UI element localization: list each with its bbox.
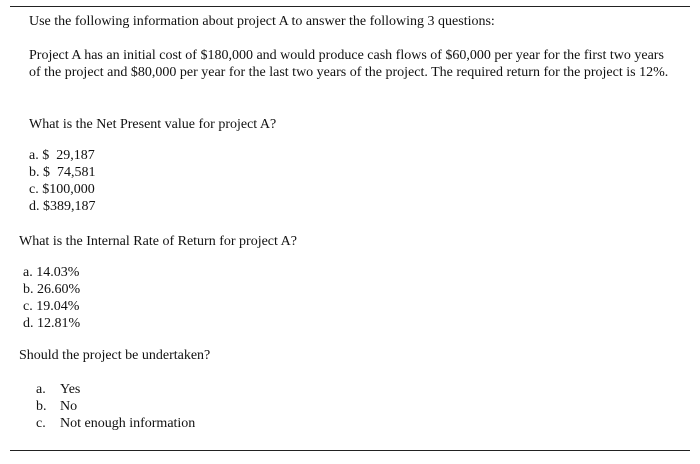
- option-irr-c[interactable]: [23, 298, 80, 315]
- option-letter: a.: [36, 382, 46, 397]
- instructions-text: Use the following information about project A to answer the following 3 questions:: [29, 14, 495, 29]
- option-text: $100,000: [42, 182, 95, 197]
- option-undertake-b[interactable]: [36, 398, 195, 415]
- option-npv-d[interactable]: [29, 198, 96, 215]
- question-undertake: Should the project be undertaken?: [19, 348, 211, 363]
- option-text: 12.81%: [37, 316, 81, 331]
- option-text: 14.03%: [36, 265, 80, 280]
- options-npv: [29, 147, 96, 215]
- option-undertake-a[interactable]: [36, 381, 195, 398]
- option-letter: b.: [36, 399, 47, 414]
- option-npv-c[interactable]: [29, 181, 96, 198]
- option-letter: b.: [29, 165, 40, 180]
- option-text: No: [60, 399, 78, 414]
- option-letter: a.: [23, 265, 33, 280]
- option-text: $ 74,581: [43, 165, 96, 180]
- top-rule: [10, 6, 690, 7]
- question-irr: What is the Internal Rate of Return for project A?: [19, 234, 297, 249]
- option-text: $389,187: [43, 199, 96, 214]
- option-letter: a.: [29, 148, 39, 163]
- project-description: Project A has an initial cost of $180,000 and would produce cash flows of $60,000 per year for the first two years of the project and $80,000 per year for the last two years of the project. The required return for the project is 12%.: [29, 48, 669, 80]
- option-irr-a[interactable]: [23, 264, 80, 281]
- question-npv: What is the Net Present value for project A?: [29, 117, 277, 132]
- option-text: $ 29,187: [42, 148, 95, 163]
- option-text: 19.04%: [36, 299, 80, 314]
- option-text: 26.60%: [37, 282, 81, 297]
- bottom-rule: [10, 450, 690, 451]
- option-letter: d.: [23, 316, 34, 331]
- option-letter: d.: [29, 199, 40, 214]
- option-irr-d[interactable]: [23, 315, 80, 332]
- option-text: Not enough information: [60, 416, 196, 431]
- option-letter: c.: [23, 299, 33, 314]
- option-letter: c.: [29, 182, 39, 197]
- options-undertake: [36, 381, 195, 432]
- option-npv-a[interactable]: [29, 147, 96, 164]
- option-text: Yes: [60, 382, 81, 397]
- option-letter: b.: [23, 282, 34, 297]
- options-irr: [23, 264, 80, 332]
- option-letter: c.: [36, 416, 46, 431]
- option-undertake-c[interactable]: [36, 415, 195, 432]
- option-npv-b[interactable]: [29, 164, 96, 181]
- option-irr-b[interactable]: [23, 281, 80, 298]
